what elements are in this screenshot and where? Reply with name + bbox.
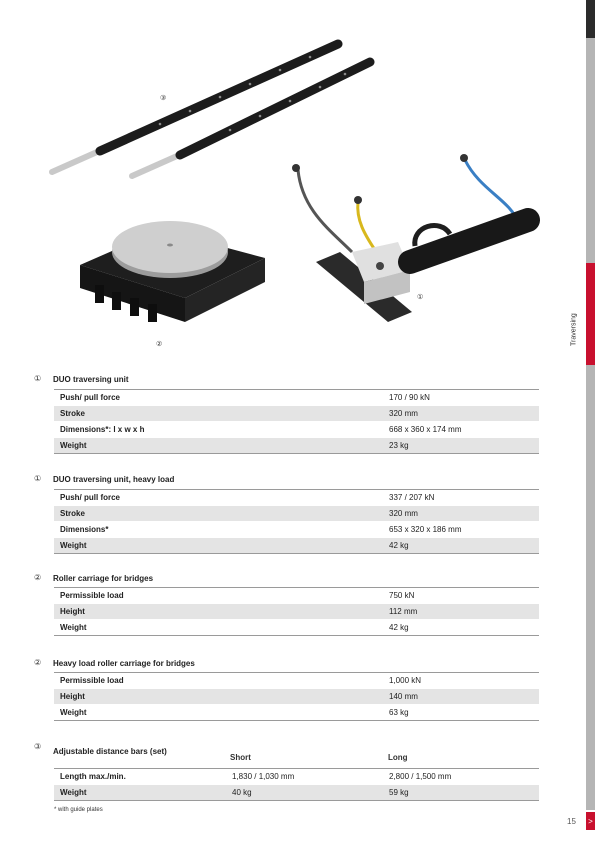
spec-table xyxy=(54,768,539,801)
row-label: Weight xyxy=(60,623,87,632)
footnote: * with guide plates xyxy=(54,807,103,813)
row-value: 170 / 90 kN xyxy=(389,393,430,402)
row-value: 42 kg xyxy=(389,623,409,632)
row-value: 668 x 360 x 174 mm xyxy=(389,425,462,434)
table-row xyxy=(54,438,539,454)
spec-number: ② xyxy=(34,573,42,582)
spec-table xyxy=(54,672,539,721)
row-value: 23 kg xyxy=(389,441,409,450)
callout-roller-carriage: ② xyxy=(156,341,163,348)
row-label: Push/ pull force xyxy=(60,393,121,402)
table-row xyxy=(54,506,539,522)
column-header-long: Long xyxy=(388,753,408,762)
spec-duo-traversing-unit xyxy=(34,374,540,454)
product-illustration xyxy=(40,30,560,360)
next-page-arrow-icon[interactable]: > xyxy=(586,812,595,830)
row-value: 750 kN xyxy=(389,591,415,600)
row-label: Length max./min. xyxy=(60,772,126,781)
table-row xyxy=(54,785,539,801)
table-row xyxy=(54,705,539,721)
spec-number: ① xyxy=(34,374,42,383)
spec-heavy-roller-carriage xyxy=(34,658,540,723)
row-label: Weight xyxy=(60,708,87,717)
spec-roller-carriage xyxy=(34,573,540,638)
spec-duo-traversing-unit-heavy xyxy=(34,474,540,554)
distance-bars-image xyxy=(52,44,370,176)
row-label: Permissible load xyxy=(60,591,124,600)
row-label: Dimensions* xyxy=(60,525,109,534)
row-label: Stroke xyxy=(60,509,85,518)
row-label: Height xyxy=(60,607,85,616)
spec-number: ① xyxy=(34,474,42,483)
row-value-short: 1,830 / 1,030 mm xyxy=(232,772,295,781)
row-value: 1,000 kN xyxy=(389,676,422,685)
row-value: 112 mm xyxy=(389,607,418,616)
row-label: Height xyxy=(60,692,85,701)
row-value: 63 kg xyxy=(389,708,409,717)
spec-title: Adjustable distance bars (set) xyxy=(53,747,167,756)
spec-header xyxy=(34,573,540,587)
row-value: 320 mm xyxy=(389,509,418,518)
callout-distance-bars: ③ xyxy=(160,95,167,102)
row-label: Push/ pull force xyxy=(60,493,121,502)
spec-number: ② xyxy=(34,658,42,667)
spec-table xyxy=(54,489,539,554)
spec-header xyxy=(34,474,540,488)
spec-title: Heavy load roller carriage for bridges xyxy=(53,659,195,668)
row-label: Weight xyxy=(60,441,87,450)
table-row xyxy=(54,588,539,604)
table-row xyxy=(54,490,539,506)
spec-table xyxy=(54,587,539,636)
table-row xyxy=(54,538,539,554)
spec-title: DUO traversing unit, heavy load xyxy=(53,475,175,484)
page-number: 15 xyxy=(567,817,576,826)
row-value: 337 / 207 kN xyxy=(389,493,435,502)
table-row xyxy=(54,769,539,785)
row-value-short: 40 kg xyxy=(232,788,252,797)
row-label: Permissible load xyxy=(60,676,124,685)
table-row xyxy=(54,522,539,538)
row-value: 320 mm xyxy=(389,409,418,418)
row-value: 653 x 320 x 186 mm xyxy=(389,525,462,534)
row-label: Dimensions*: l x w x h xyxy=(60,425,145,434)
row-label: Weight xyxy=(60,541,87,550)
spec-table xyxy=(54,389,539,454)
row-label: Stroke xyxy=(60,409,85,418)
table-row xyxy=(54,422,539,438)
tab-segment xyxy=(586,38,595,263)
spec-header xyxy=(34,374,540,388)
spec-header xyxy=(34,742,540,762)
row-value: 140 mm xyxy=(389,692,418,701)
table-row xyxy=(54,673,539,689)
roller-carriage-image xyxy=(80,221,265,322)
spec-title: Roller carriage for bridges xyxy=(53,574,154,583)
side-tab-strip xyxy=(586,0,595,842)
column-header-short: Short xyxy=(230,753,251,762)
spec-header xyxy=(34,658,540,672)
table-row xyxy=(54,604,539,620)
spec-title: DUO traversing unit xyxy=(53,375,129,384)
row-value-long: 2,800 / 1,500 mm xyxy=(389,772,452,781)
table-row xyxy=(54,406,539,422)
table-row xyxy=(54,390,539,406)
spec-distance-bars xyxy=(34,742,540,804)
row-value-long: 59 kg xyxy=(389,788,409,797)
tab-segment xyxy=(586,365,595,810)
traversing-unit-image xyxy=(292,154,528,322)
row-label: Weight xyxy=(60,788,87,797)
side-tab-label: Traversing xyxy=(570,313,578,347)
product-figure xyxy=(40,30,560,360)
callout-traversing-unit: ① xyxy=(417,294,424,301)
spec-number: ③ xyxy=(34,742,42,751)
row-value: 42 kg xyxy=(389,541,409,550)
table-row xyxy=(54,689,539,705)
table-row xyxy=(54,620,539,636)
tab-segment-dark xyxy=(586,0,595,38)
tab-segment-active[interactable] xyxy=(586,263,595,365)
